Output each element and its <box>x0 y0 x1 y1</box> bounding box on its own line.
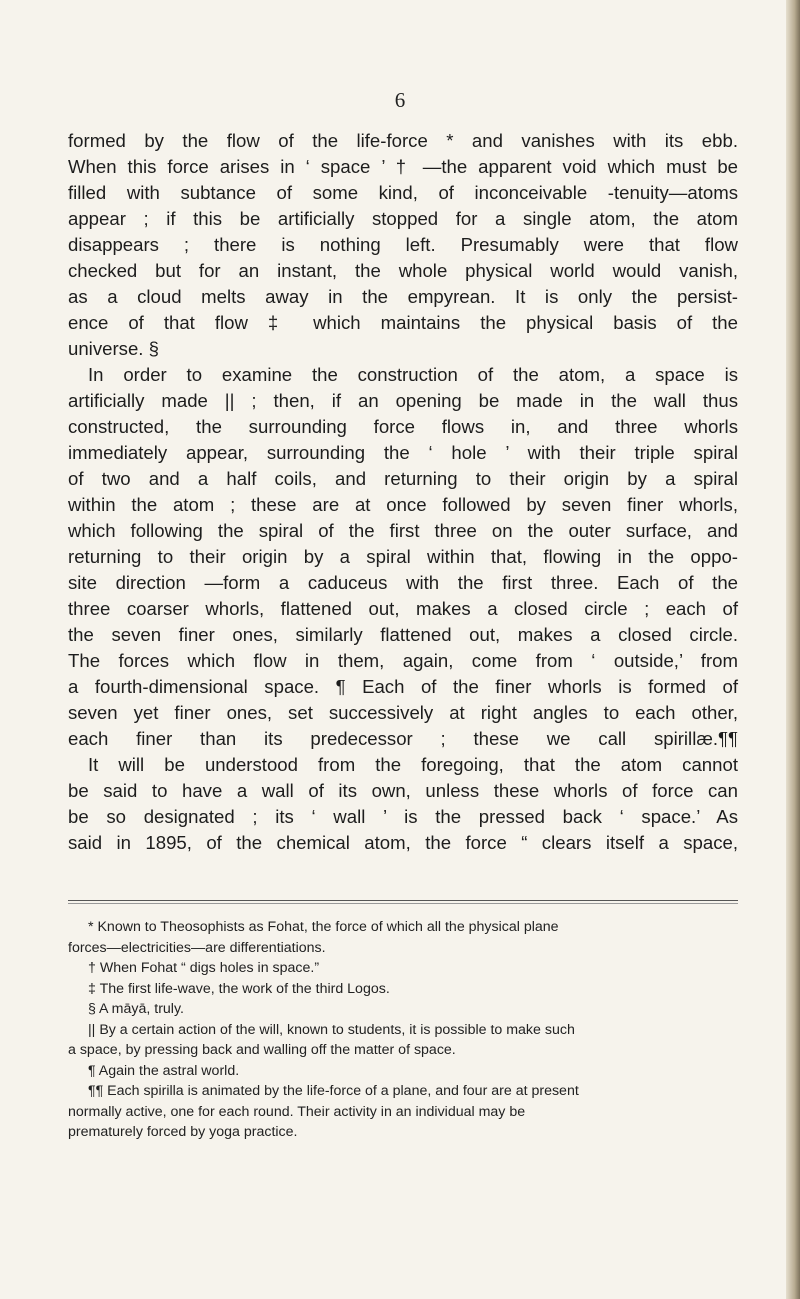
text-line: checked but for an instant, the whole physical world would vanish, <box>68 260 738 281</box>
footnote-asterisk <box>68 917 738 958</box>
paragraph-2 <box>68 362 738 752</box>
text-line: returning to their origin by a spiral within that, flowing in the oppo- <box>68 546 738 567</box>
text-line: In order to examine the construction of the atom, a space is <box>88 364 738 385</box>
footnote-line: normally active, one for each round. Their activity in an individual may be <box>68 1103 526 1120</box>
footnote-line: a space, by pressing back and walling off the matter of space. <box>68 1042 456 1058</box>
text-line: a fourth-dimensional space. ¶ Each of the finer whorls is formed of <box>68 676 738 697</box>
text-line: of two and a half coils, and returning to their origin by a spiral <box>68 468 738 489</box>
text-line: disappears ; there is nothing left. Presumably were that flow <box>68 234 738 255</box>
footnote-line: † When Fohat “ digs holes in space.” <box>88 960 320 976</box>
text-line: artificially made || ; then, if an opening be made in the wall thus <box>68 390 738 411</box>
text-line: three coarser whorls, flattened out, makes a closed circle ; each of <box>68 598 738 619</box>
text-line: immediately appear, surrounding the ‘ hole ’ with their triple spiral <box>68 442 738 463</box>
text-line: The forces which flow in them, again, come from ‘ outside,’ from <box>68 650 738 671</box>
text-line: filled with subtance of some kind, of inconceivable -tenuity—atoms <box>68 182 738 203</box>
text-line: be so designated ; its ‘ wall ’ is the pressed back ‘ space.’ As <box>68 806 738 827</box>
footnote-dagger <box>68 958 738 979</box>
footnote-line: prematurely forced by yoga practice. <box>68 1124 298 1140</box>
footnote-double-pilcrow <box>68 1081 738 1143</box>
text-line: said in 1895, of the chemical atom, the force “ clears itself a space, <box>68 832 738 853</box>
text-line: which following the spiral of the first three on the outer surface, and <box>68 520 738 541</box>
text-line: appear ; if this be artificially stopped for a single atom, the atom <box>68 208 738 229</box>
text-line: site direction —form a caduceus with the first three. Each of the <box>68 572 738 593</box>
footnote-line: ¶ Again the astral world. <box>88 1062 240 1079</box>
text-line: be said to have a wall of its own, unless these whorls of force can <box>68 780 738 801</box>
text-line: as a cloud melts away in the empyrean. It is only the persist- <box>68 286 738 307</box>
text-line: each finer than its predecessor ; these we call spirillæ.¶¶ <box>68 728 738 749</box>
scan-page-edge <box>786 0 800 1299</box>
text-line: within the atom ; these are at once followed by seven finer whorls, <box>68 494 738 515</box>
footnote-line: ‡ The first life-wave, the work of the third Logos. <box>88 980 390 997</box>
paragraph-1 <box>68 128 738 362</box>
text-line: ence of that flow ‡ which maintains the physical basis of the <box>68 312 738 333</box>
footnote-section <box>68 999 738 1020</box>
page-number: 6 <box>394 88 406 112</box>
footnote-divider-secondary <box>68 903 738 904</box>
footnote-line: forces—electricities—are differentiations. <box>68 939 326 956</box>
text-line: universe. § <box>68 338 159 359</box>
footnote-line: § A māyā, truly. <box>88 1001 184 1017</box>
footnote-line: ¶¶ Each spirilla is animated by the life-force of a plane, and four are at present <box>88 1083 579 1099</box>
text-line: the seven finer ones, similarly flattened out, makes a closed circle. <box>68 624 738 645</box>
text-line: It will be understood from the foregoing, that the atom cannot <box>88 754 738 775</box>
paragraph-3 <box>68 752 738 856</box>
text-line: When this force arises in ‘ space ’ † —the apparent void which must be <box>68 156 738 177</box>
text-line: seven yet finer ones, set successively at right angles to each other, <box>68 702 738 723</box>
text-line: formed by the flow of the life-force * and vanishes with its ebb. <box>68 130 738 151</box>
body-text <box>68 128 738 856</box>
footnote-parallel <box>68 1020 738 1061</box>
footnote-line: || By a certain action of the will, known to students, it is possible to make such <box>88 1021 575 1038</box>
footnote-pilcrow <box>68 1061 738 1082</box>
footnote-divider <box>68 900 738 901</box>
footnote-double-dagger <box>68 979 738 1000</box>
text-line: constructed, the surrounding force flows in, and three whorls <box>68 416 738 437</box>
footnote-line: * Known to Theosophists as Fohat, the force of which all the physical plane <box>88 919 559 935</box>
footnotes <box>68 917 738 1143</box>
